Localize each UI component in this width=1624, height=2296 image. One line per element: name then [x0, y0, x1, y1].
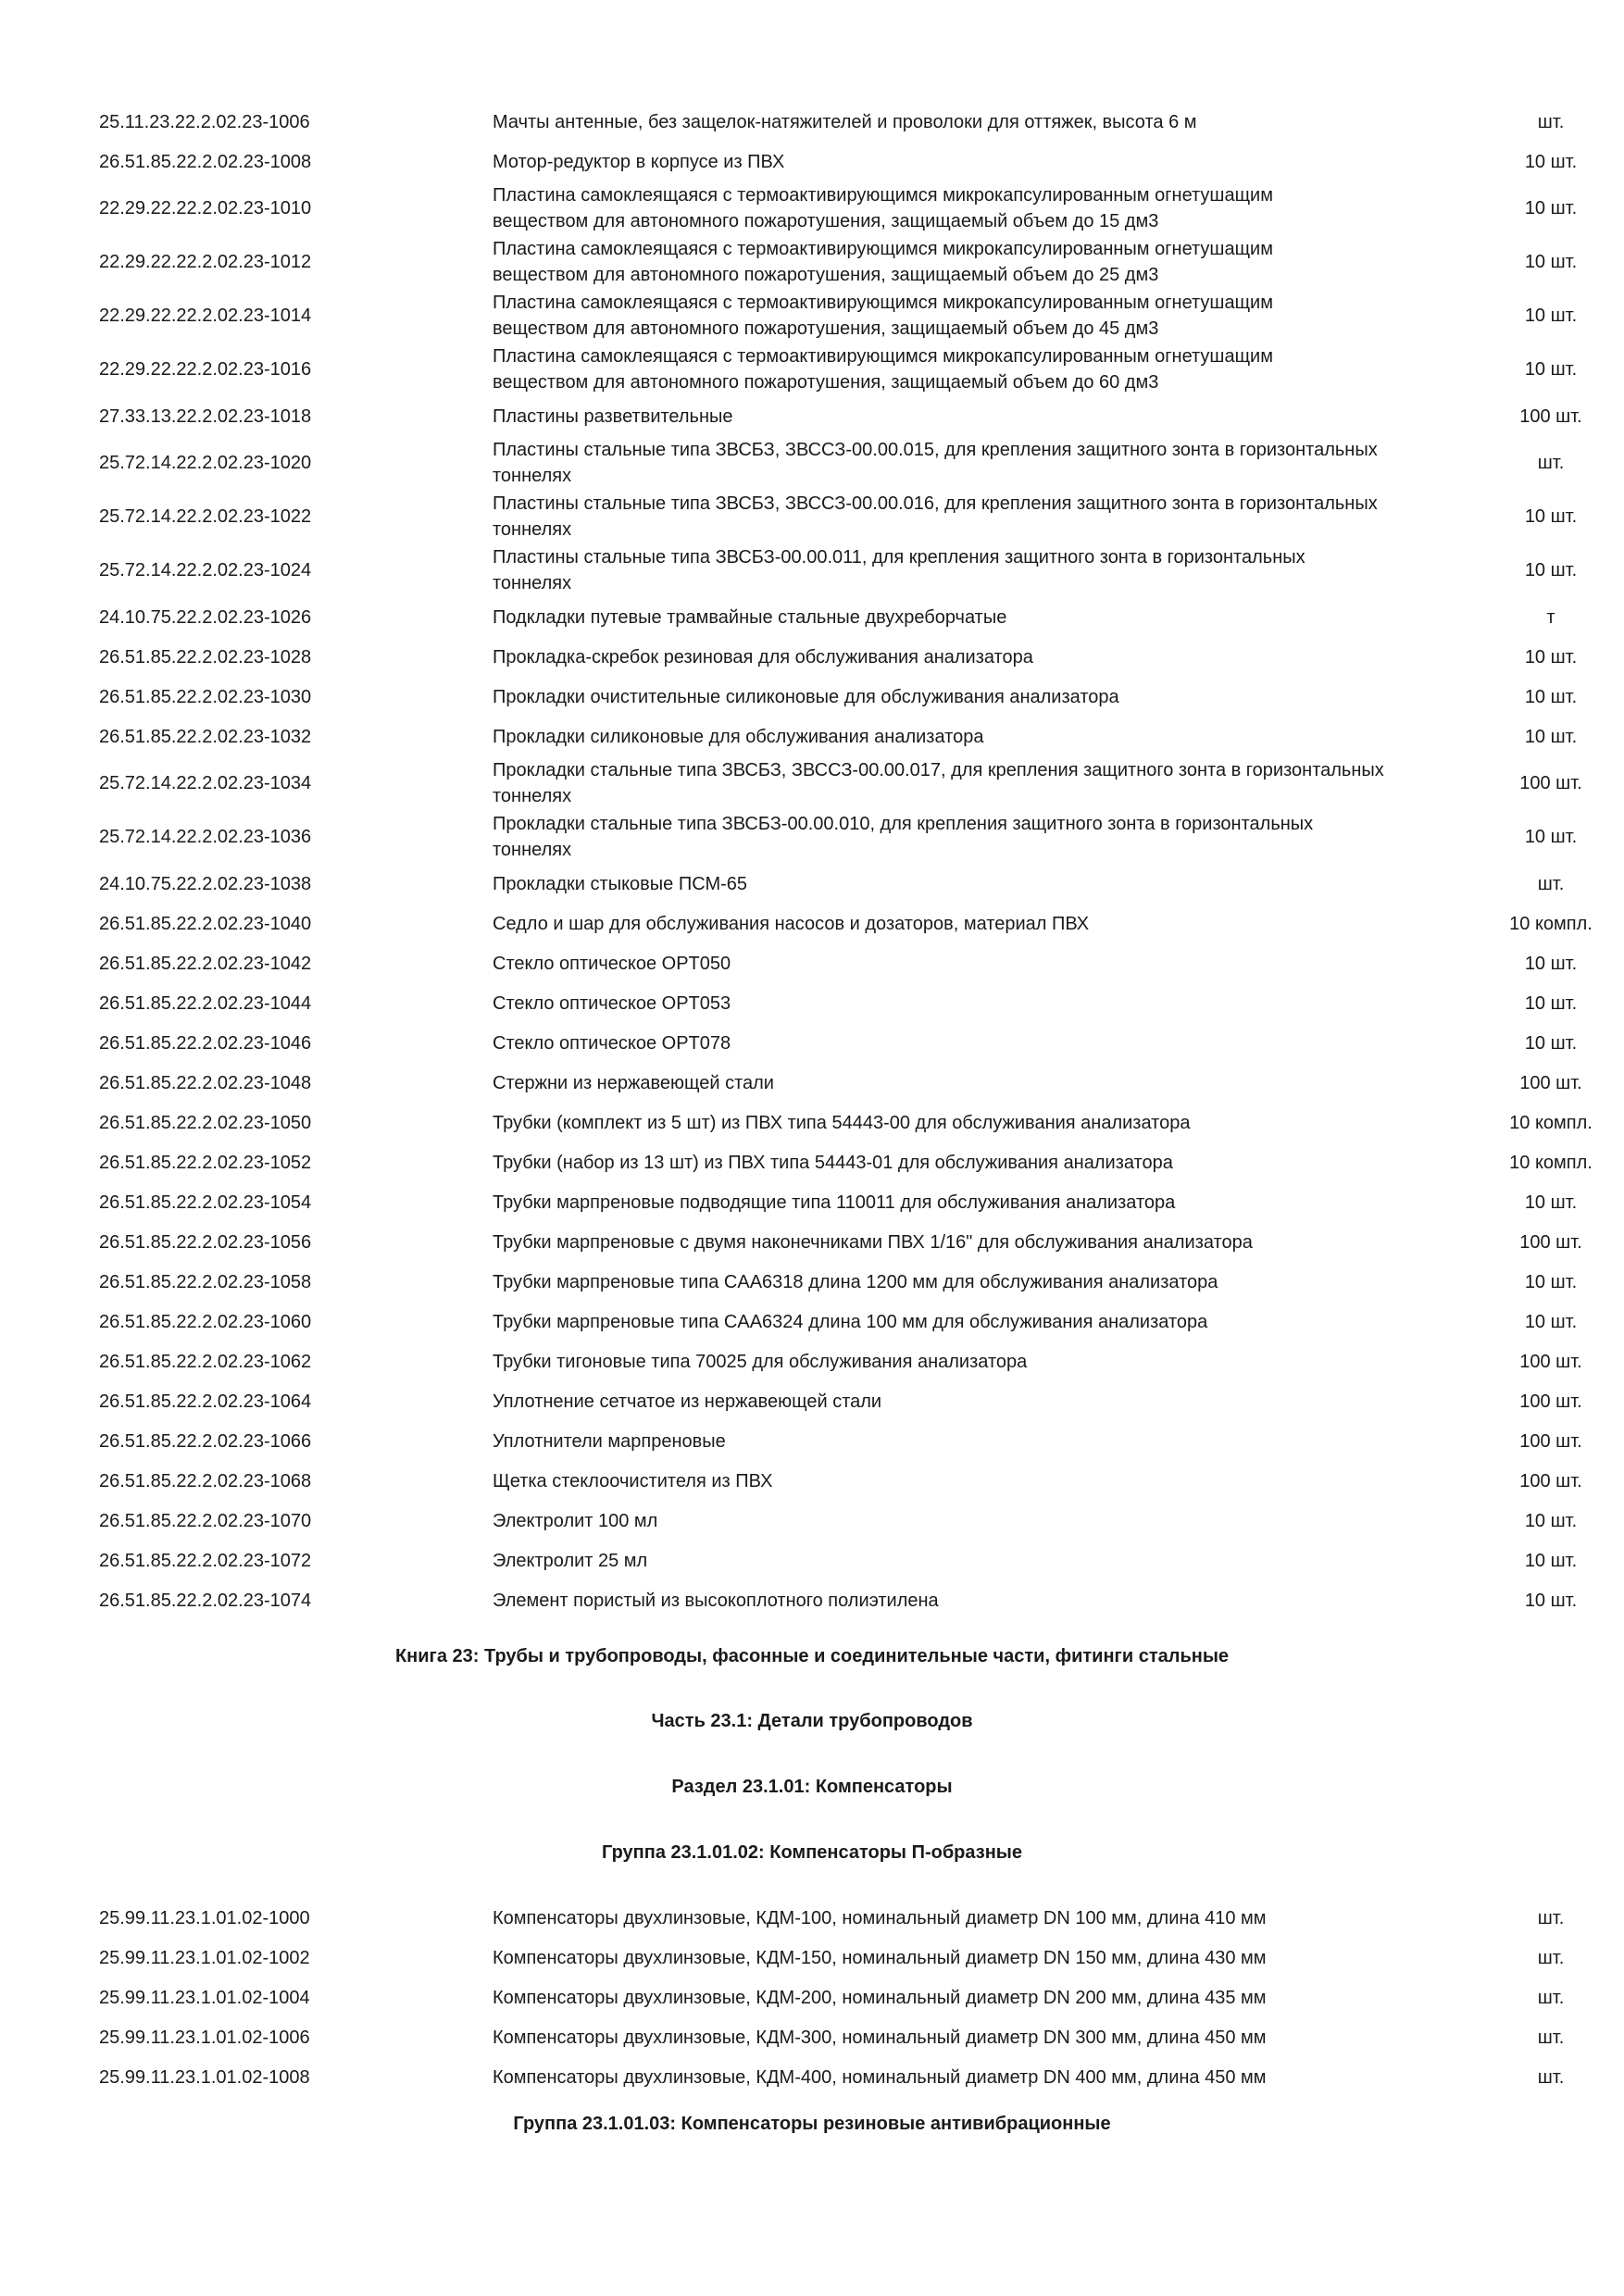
row-unit: 10 шт. [1524, 1311, 1578, 1332]
row-code: 26.51.85.22.2.02.23-1050 [99, 1112, 312, 1133]
row-code: 24.10.75.22.2.02.23-1026 [99, 606, 312, 628]
row-description: Уплотнители марпреновые [493, 1430, 726, 1452]
row-unit: шт. [1537, 2027, 1565, 2048]
row-unit: 10 компл. [1509, 1152, 1593, 1173]
row-code: 26.51.85.22.2.02.23-1072 [99, 1550, 312, 1571]
table-row [0, 1978, 1624, 2017]
row-code: 25.99.11.23.1.01.02-1002 [99, 1947, 310, 1968]
row-description: Компенсаторы двухлинзовые, КДМ-200, номинальный диаметр DN 200 мм, длина 435 мм [493, 1987, 1267, 2008]
row-description: Пластины стальные типа ЗВСБЗ, ЗВССЗ-00.00.015, для крепления защитного зонта в горизонтальных тоннелях [493, 440, 1378, 486]
row-unit: 10 шт. [1524, 359, 1578, 380]
row-unit: 10 шт. [1524, 1510, 1578, 1531]
table-row [0, 1341, 1624, 1381]
table-row [0, 1142, 1624, 1182]
row-unit: шт. [1537, 1987, 1565, 2008]
row-code: 26.51.85.22.2.02.23-1064 [99, 1391, 312, 1412]
row-unit: 100 шт. [1519, 1351, 1582, 1372]
row-unit: 100 шт. [1519, 1231, 1582, 1253]
row-description: Трубки тигоновые типа 70025 для обслуживания анализатора [493, 1351, 1028, 1372]
table-row [0, 864, 1624, 904]
table-row [0, 1222, 1624, 1262]
row-unit: 10 шт. [1524, 198, 1578, 218]
row-description: Прокладки стальные типа ЗВСБЗ, ЗВССЗ-00.00.017, для крепления защитного зонта в горизонтальных тоннелях [493, 760, 1384, 806]
part-heading: Часть 23.1: Детали трубопроводов [651, 1711, 973, 1731]
row-description: Электролит 100 мл [493, 1510, 658, 1531]
row-code: 26.51.85.22.2.02.23-1068 [99, 1470, 312, 1491]
row-description: Щетка стеклоочистителя из ПВХ [493, 1470, 773, 1491]
table-row [0, 102, 1624, 142]
table-row [0, 235, 1624, 289]
table-row [0, 983, 1624, 1023]
row-description: Прокладки стальные типа ЗВСБЗ-00.00.010, для крепления защитного зонта в горизонтальных тоннелях [493, 814, 1314, 860]
row-unit: шт. [1537, 873, 1565, 894]
row-unit: 100 шт. [1519, 773, 1582, 793]
row-unit: 10 компл. [1509, 1112, 1593, 1133]
row-unit: 100 шт. [1519, 1391, 1582, 1412]
row-description: Прокладки силиконовые для обслуживания анализатора [493, 726, 984, 747]
table-row [0, 2057, 1624, 2097]
table-row [0, 1182, 1624, 1222]
table-row [0, 756, 1624, 810]
row-code: 22.29.22.22.2.02.23-1010 [99, 198, 312, 218]
row-code: 26.51.85.22.2.02.23-1066 [99, 1430, 312, 1452]
row-code: 26.51.85.22.2.02.23-1008 [99, 151, 312, 172]
row-code: 26.51.85.22.2.02.23-1048 [99, 1072, 312, 1093]
table-row [0, 343, 1624, 396]
row-description: Стекло оптическое OPT050 [493, 953, 731, 974]
row-description: Стержни из нержавеющей стали [493, 1072, 774, 1093]
table-row [0, 1103, 1624, 1142]
table-row [0, 717, 1624, 756]
row-code: 26.51.85.22.2.02.23-1070 [99, 1510, 312, 1531]
row-description: Компенсаторы двухлинзовые, КДМ-150, номинальный диаметр DN 150 мм, длина 430 мм [493, 1947, 1267, 1968]
row-description: Элемент пористый из высокоплотного полиэтилена [493, 1590, 939, 1611]
table-row [0, 142, 1624, 181]
table-row [0, 1421, 1624, 1461]
table-row [0, 1023, 1624, 1063]
resource-table-1 [0, 102, 1624, 1620]
row-unit: 10 шт. [1524, 1192, 1578, 1213]
book-heading: Книга 23: Трубы и трубопроводы, фасонные и соединительные части, фитинги стальные [394, 1646, 1230, 1666]
row-code: 26.51.85.22.2.02.23-1046 [99, 1032, 312, 1054]
row-code: 26.51.85.22.2.02.23-1060 [99, 1311, 312, 1332]
row-unit: 10 шт. [1524, 506, 1578, 527]
row-description: Электролит 25 мл [493, 1550, 648, 1571]
row-unit: 10 шт. [1524, 252, 1578, 272]
row-description: Трубки марпреновые подводящие типа 110011 для обслуживания анализатора [493, 1192, 1176, 1213]
group-heading: Группа 23.1.01.03: Компенсаторы резиновые антивибрационные [513, 2114, 1111, 2134]
row-description: Подкладки путевые трамвайные стальные двухреборчатые [493, 606, 1007, 628]
row-description: Прокладки стыковые ПСМ-65 [493, 873, 748, 894]
row-code: 25.72.14.22.2.02.23-1022 [99, 506, 312, 527]
table-row [0, 677, 1624, 717]
row-description: Пластины стальные типа ЗВСБЗ-00.00.011, для крепления защитного зонта в горизонтальных тоннелях [493, 547, 1305, 593]
row-unit: 100 шт. [1519, 1470, 1582, 1491]
row-unit: т [1546, 606, 1555, 628]
row-code: 26.51.85.22.2.02.23-1074 [99, 1590, 312, 1611]
table-row [0, 2017, 1624, 2057]
row-code: 26.51.85.22.2.02.23-1044 [99, 992, 312, 1014]
row-description: Компенсаторы двухлинзовые, КДМ-100, номинальный диаметр DN 100 мм, длина 410 мм [493, 1907, 1267, 1928]
row-code: 26.51.85.22.2.02.23-1052 [99, 1152, 312, 1173]
row-code: 26.51.85.22.2.02.23-1028 [99, 646, 312, 668]
row-code: 25.72.14.22.2.02.23-1024 [99, 560, 312, 580]
row-code: 26.51.85.22.2.02.23-1042 [99, 953, 312, 974]
row-description: Мотор-редуктор в корпусе из ПВХ [493, 151, 785, 172]
row-code: 22.29.22.22.2.02.23-1012 [99, 252, 312, 272]
table-row [0, 943, 1624, 983]
row-description: Трубки марпреновые типа CAA6324 длина 100 мм для обслуживания анализатора [493, 1311, 1208, 1332]
table-row [0, 289, 1624, 343]
table-row [0, 1580, 1624, 1620]
row-unit: шт. [1537, 453, 1565, 473]
resource-table-2 [0, 1898, 1624, 2097]
row-code: 22.29.22.22.2.02.23-1016 [99, 359, 312, 380]
row-description: Трубки (комплект из 5 шт) из ПВХ типа 54443-00 для обслуживания анализатора [493, 1112, 1191, 1133]
row-description: Стекло оптическое OPT053 [493, 992, 731, 1014]
row-unit: 10 шт. [1524, 646, 1578, 668]
table-row [0, 1063, 1624, 1103]
row-code: 26.51.85.22.2.02.23-1040 [99, 913, 312, 934]
row-description: Пластины стальные типа ЗВСБЗ, ЗВССЗ-00.00.016, для крепления защитного зонта в горизонтальных тоннелях [493, 493, 1378, 540]
row-unit: 10 шт. [1524, 726, 1578, 747]
row-unit: 10 шт. [1524, 953, 1578, 974]
table-row [0, 1541, 1624, 1580]
table-row [0, 1461, 1624, 1501]
row-code: 25.11.23.22.2.02.23-1006 [99, 111, 310, 132]
row-description: Пластины разветвительные [493, 406, 733, 427]
row-unit: 10 шт. [1524, 560, 1578, 580]
row-description: Трубки марпреновые с двумя наконечниками ПВХ 1/16" для обслуживания анализатора [493, 1231, 1253, 1253]
row-description: Трубки марпреновые типа CAA6318 длина 1200 мм для обслуживания анализатора [493, 1271, 1218, 1292]
row-description: Стекло оптическое OPT078 [493, 1032, 731, 1054]
table-row [0, 904, 1624, 943]
row-code: 25.99.11.23.1.01.02-1008 [99, 2066, 310, 2088]
table-row [0, 396, 1624, 436]
row-code: 26.51.85.22.2.02.23-1030 [99, 686, 312, 707]
table-row [0, 436, 1624, 490]
row-description: Прокладка-скребок резиновая для обслуживания анализатора [493, 646, 1033, 668]
table-row [0, 810, 1624, 864]
table-row [0, 1501, 1624, 1541]
row-code: 25.72.14.22.2.02.23-1034 [99, 773, 312, 793]
row-description: Пластина самоклеящаяся с термоактивирующимся микрокапсулированным огнетушащим веществом для автономного пожаротушения, защищаемый объем до 60 дм3 [493, 346, 1273, 393]
row-code: 26.51.85.22.2.02.23-1054 [99, 1192, 312, 1213]
row-code: 25.99.11.23.1.01.02-1006 [99, 2027, 310, 2048]
row-description: Прокладки очистительные силиконовые для обслуживания анализатора [493, 686, 1119, 707]
table-row [0, 1381, 1624, 1421]
row-unit: 100 шт. [1519, 406, 1582, 427]
row-unit: 100 шт. [1519, 1072, 1582, 1093]
row-unit: 10 шт. [1524, 686, 1578, 707]
row-code: 26.51.85.22.2.02.23-1058 [99, 1271, 312, 1292]
table-row [0, 637, 1624, 677]
row-code: 24.10.75.22.2.02.23-1038 [99, 873, 312, 894]
row-unit: 10 шт. [1524, 1032, 1578, 1054]
row-description: Седло и шар для обслуживания насосов и дозаторов, материал ПВХ [493, 913, 1090, 934]
row-code: 25.72.14.22.2.02.23-1020 [99, 453, 312, 473]
row-code: 26.51.85.22.2.02.23-1056 [99, 1231, 312, 1253]
row-unit: 10 шт. [1524, 1590, 1578, 1611]
row-unit: шт. [1537, 2066, 1565, 2088]
row-unit: 10 шт. [1524, 1550, 1578, 1571]
row-unit: шт. [1537, 111, 1565, 132]
row-description: Пластина самоклеящаяся с термоактивирующимся микрокапсулированным огнетушащим веществом для автономного пожаротушения, защищаемый объем до 15 дм3 [493, 185, 1273, 231]
row-code: 25.72.14.22.2.02.23-1036 [99, 827, 312, 847]
table-row [0, 1262, 1624, 1302]
group-heading: Группа 23.1.01.02: Компенсаторы П-образные [602, 1842, 1022, 1863]
row-description: Компенсаторы двухлинзовые, КДМ-300, номинальный диаметр DN 300 мм, длина 450 мм [493, 2027, 1267, 2048]
row-description: Пластина самоклеящаяся с термоактивирующимся микрокапсулированным огнетушащим веществом для автономного пожаротушения, защищаемый объем до 45 дм3 [493, 293, 1273, 339]
table-row [0, 1302, 1624, 1341]
row-code: 26.51.85.22.2.02.23-1032 [99, 726, 312, 747]
row-code: 27.33.13.22.2.02.23-1018 [99, 406, 312, 427]
row-unit: 10 шт. [1524, 306, 1578, 326]
table-row [0, 1898, 1624, 1938]
row-unit: 10 шт. [1524, 827, 1578, 847]
table-row [0, 490, 1624, 543]
row-code: 25.99.11.23.1.01.02-1004 [99, 1987, 310, 2008]
row-unit: 10 компл. [1509, 913, 1593, 934]
table-row [0, 597, 1624, 637]
row-code: 25.99.11.23.1.01.02-1000 [99, 1907, 310, 1928]
row-unit: шт. [1537, 1907, 1565, 1928]
row-code: 22.29.22.22.2.02.23-1014 [99, 306, 312, 326]
table-row [0, 181, 1624, 235]
row-unit: 10 шт. [1524, 151, 1578, 172]
row-unit: шт. [1537, 1947, 1565, 1968]
row-description: Трубки (набор из 13 шт) из ПВХ типа 54443-01 для обслуживания анализатора [493, 1152, 1173, 1173]
row-unit: 10 шт. [1524, 992, 1578, 1014]
row-unit: 10 шт. [1524, 1271, 1578, 1292]
table-row [0, 543, 1624, 597]
row-unit: 100 шт. [1519, 1430, 1582, 1452]
row-description: Уплотнение сетчатое из нержавеющей стали [493, 1391, 882, 1412]
section-heading: Раздел 23.1.01: Компенсаторы [671, 1777, 953, 1797]
row-description: Мачты антенные, без защелок-натяжителей и проволоки для оттяжек, высота 6 м [493, 111, 1197, 132]
row-description: Компенсаторы двухлинзовые, КДМ-400, номинальный диаметр DN 400 мм, длина 450 мм [493, 2066, 1267, 2088]
row-description: Пластина самоклеящаяся с термоактивирующимся микрокапсулированным огнетушащим веществом для автономного пожаротушения, защищаемый объем до 25 дм3 [493, 239, 1273, 285]
row-code: 26.51.85.22.2.02.23-1062 [99, 1351, 312, 1372]
table-row [0, 1938, 1624, 1978]
